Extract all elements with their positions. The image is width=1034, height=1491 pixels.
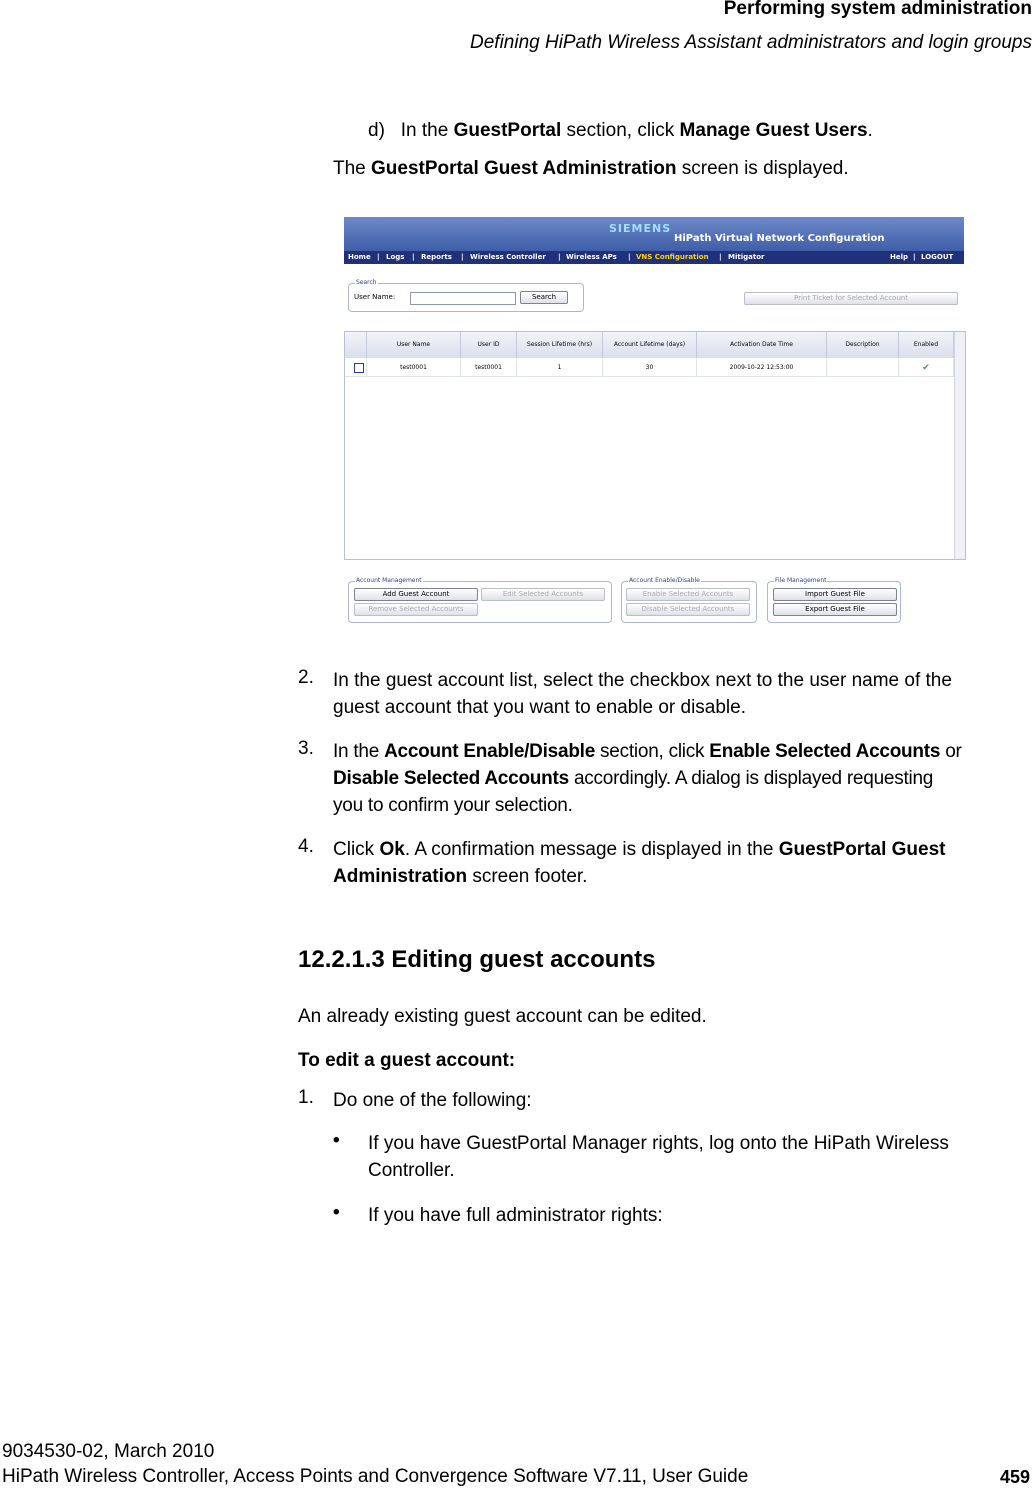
nav-logout[interactable]: LOGOUT xyxy=(921,253,954,261)
guest-admin-screenshot xyxy=(344,217,964,627)
step-4-bold-3: Administration xyxy=(333,866,468,887)
step-d-marker: d) xyxy=(368,120,385,141)
row-select-cell xyxy=(345,359,367,377)
bullet-1-mark: • xyxy=(333,1130,340,1151)
result-text xyxy=(333,155,849,182)
column-header-user-name[interactable]: User Name xyxy=(367,332,461,358)
column-header-session-lifetime[interactable]: Session Lifetime (hrs) xyxy=(517,332,603,358)
nav-wireless-controller[interactable]: Wireless Controller xyxy=(470,253,546,261)
section-intro: An already existing guest account can be edited. xyxy=(298,1006,707,1027)
step-d-bold-2: Manage Guest Users xyxy=(679,120,868,141)
nav-vns-configuration[interactable]: VNS Configuration xyxy=(636,253,709,261)
step-d-bold-1: GuestPortal xyxy=(453,120,562,141)
column-header-description[interactable]: Description xyxy=(827,332,899,358)
step-1-text: Do one of the following: xyxy=(333,1090,532,1111)
bullet-2-text: If you have full administrator rights: xyxy=(368,1205,663,1226)
step-4-text-1: Click xyxy=(333,839,380,860)
nav-home[interactable]: Home xyxy=(348,253,371,261)
enable-selected-accounts-button[interactable]: Enable Selected Accounts xyxy=(626,588,750,601)
row-checkbox[interactable] xyxy=(354,363,364,373)
step-2-number: 2. xyxy=(298,667,314,688)
step-3-number: 3. xyxy=(298,738,314,759)
table-scrollbar[interactable] xyxy=(954,332,965,559)
result-text-1: The xyxy=(333,158,372,179)
bullet-2-mark: • xyxy=(333,1202,340,1223)
step-2-line-2: guest account that you want to enable or disable. xyxy=(333,697,746,718)
step-4-text xyxy=(333,836,946,890)
file-management-label: File Management xyxy=(775,577,827,584)
step-4-bold-1: Ok xyxy=(379,839,405,860)
step-4-number: 4. xyxy=(298,836,314,857)
step-4-text-3: screen footer. xyxy=(467,866,588,887)
cell-user-name: test0001 xyxy=(367,359,461,377)
step-d-text-3: . xyxy=(867,120,873,141)
running-header-title: Performing system administration xyxy=(723,0,1032,19)
step-3-text-3: or xyxy=(940,741,962,762)
procedure-title: To edit a guest account: xyxy=(298,1050,516,1071)
step-4-bold-2: GuestPortal Guest xyxy=(778,839,946,860)
nav-logs[interactable]: Logs xyxy=(386,253,405,261)
column-header-user-id[interactable]: User ID xyxy=(461,332,517,358)
step-3-bold-1: Account Enable/Disable xyxy=(384,741,596,762)
running-header-subtitle: Defining HiPath Wireless Assistant administrators and login groups xyxy=(470,32,1032,53)
step-3-bold-3: Disable Selected Accounts xyxy=(333,768,569,789)
enabled-check-icon: ✔ xyxy=(899,359,954,377)
column-header-select xyxy=(345,332,367,358)
nav-wireless-aps[interactable]: Wireless APs xyxy=(566,253,617,261)
account-enable-disable-group xyxy=(621,577,757,623)
nav-sep: | xyxy=(412,253,415,261)
nav-sep: | xyxy=(913,253,916,261)
import-guest-file-button[interactable]: Import Guest File xyxy=(773,588,897,601)
column-header-account-lifetime[interactable]: Account Lifetime (days) xyxy=(603,332,697,358)
account-management-label: Account Management xyxy=(356,577,422,584)
nav-sep: | xyxy=(461,253,464,261)
user-name-input[interactable] xyxy=(410,292,516,305)
result-text-2: screen is displayed. xyxy=(676,158,849,179)
result-bold: GuestPortal Guest Administration xyxy=(371,158,677,179)
search-group-label: Search xyxy=(356,279,377,286)
column-header-enabled[interactable]: Enabled xyxy=(899,332,954,358)
remove-selected-accounts-button[interactable]: Remove Selected Accounts xyxy=(354,603,478,616)
edit-selected-accounts-button[interactable]: Edit Selected Accounts xyxy=(481,588,605,601)
step-d-text-2: section, click xyxy=(561,120,680,141)
nav-sep: | xyxy=(377,253,380,261)
step-2-line-1: In the guest account list, select the checkbox next to the user name of the xyxy=(333,670,952,691)
step-2-text xyxy=(333,667,952,721)
step-3-text-2: section, click xyxy=(595,741,710,762)
user-name-label: User Name: xyxy=(354,293,396,301)
bullet-1-line-2: Controller. xyxy=(368,1160,455,1181)
app-title: HiPath Virtual Network Configuration xyxy=(674,233,885,244)
cell-user-id: test0001 xyxy=(461,359,517,377)
nav-sep: | xyxy=(628,253,631,261)
step-3-bold-2: Enable Selected Accounts xyxy=(709,741,941,762)
app-banner xyxy=(344,217,964,251)
nav-bar xyxy=(344,251,964,264)
column-header-activation[interactable]: Activation Date Time xyxy=(697,332,827,358)
cell-account-lifetime: 30 xyxy=(603,359,697,377)
nav-sep: | xyxy=(558,253,561,261)
account-enable-disable-label: Account Enable/Disable xyxy=(629,577,700,584)
step-4-text-2: . A confirmation message is displayed in the xyxy=(404,839,779,860)
account-management-group xyxy=(348,577,612,623)
step-3-text xyxy=(333,738,962,819)
step-3-text-4: accordingly. A dialog is displayed requesting xyxy=(568,768,934,789)
section-heading: 12.2.1.3 Editing guest accounts xyxy=(298,946,656,973)
nav-mitigator[interactable]: Mitigator xyxy=(728,253,765,261)
brand-logo: SIEMENS xyxy=(609,222,672,235)
nav-help[interactable]: Help xyxy=(890,253,909,261)
nav-reports[interactable]: Reports xyxy=(421,253,452,261)
bullet-1-text xyxy=(368,1130,949,1184)
step-3-text-1: In the xyxy=(333,741,385,762)
export-guest-file-button[interactable]: Export Guest File xyxy=(773,603,897,616)
footer-doc-id: 9034530-02, March 2010 xyxy=(2,1441,215,1462)
cell-session-lifetime: 1 xyxy=(517,359,603,377)
nav-sep: | xyxy=(719,253,722,261)
cell-activation: 2009-10-22 12:53:00 xyxy=(697,359,827,377)
file-management-group xyxy=(767,577,901,623)
cell-description xyxy=(827,359,899,377)
step-3-line-3: you to confirm your selection. xyxy=(333,795,573,816)
footer-doc-title: HiPath Wireless Controller, Access Points and Convergence Software V7.11, User Guide xyxy=(2,1466,749,1487)
search-group xyxy=(348,279,584,312)
print-ticket-button[interactable]: Print Ticket for Selected Account xyxy=(744,292,958,305)
step-d xyxy=(368,117,873,144)
disable-selected-accounts-button[interactable]: Disable Selected Accounts xyxy=(626,603,750,616)
bullet-1-line-1: If you have GuestPortal Manager rights, log onto the HiPath Wireless xyxy=(368,1133,949,1154)
step-d-text-1: In the xyxy=(400,120,454,141)
add-guest-account-button[interactable]: Add Guest Account xyxy=(354,588,478,601)
search-button[interactable]: Search xyxy=(520,291,568,304)
guest-account-table xyxy=(344,331,966,560)
step-1-number: 1. xyxy=(298,1087,314,1108)
page-number: 459 xyxy=(999,1467,1030,1487)
